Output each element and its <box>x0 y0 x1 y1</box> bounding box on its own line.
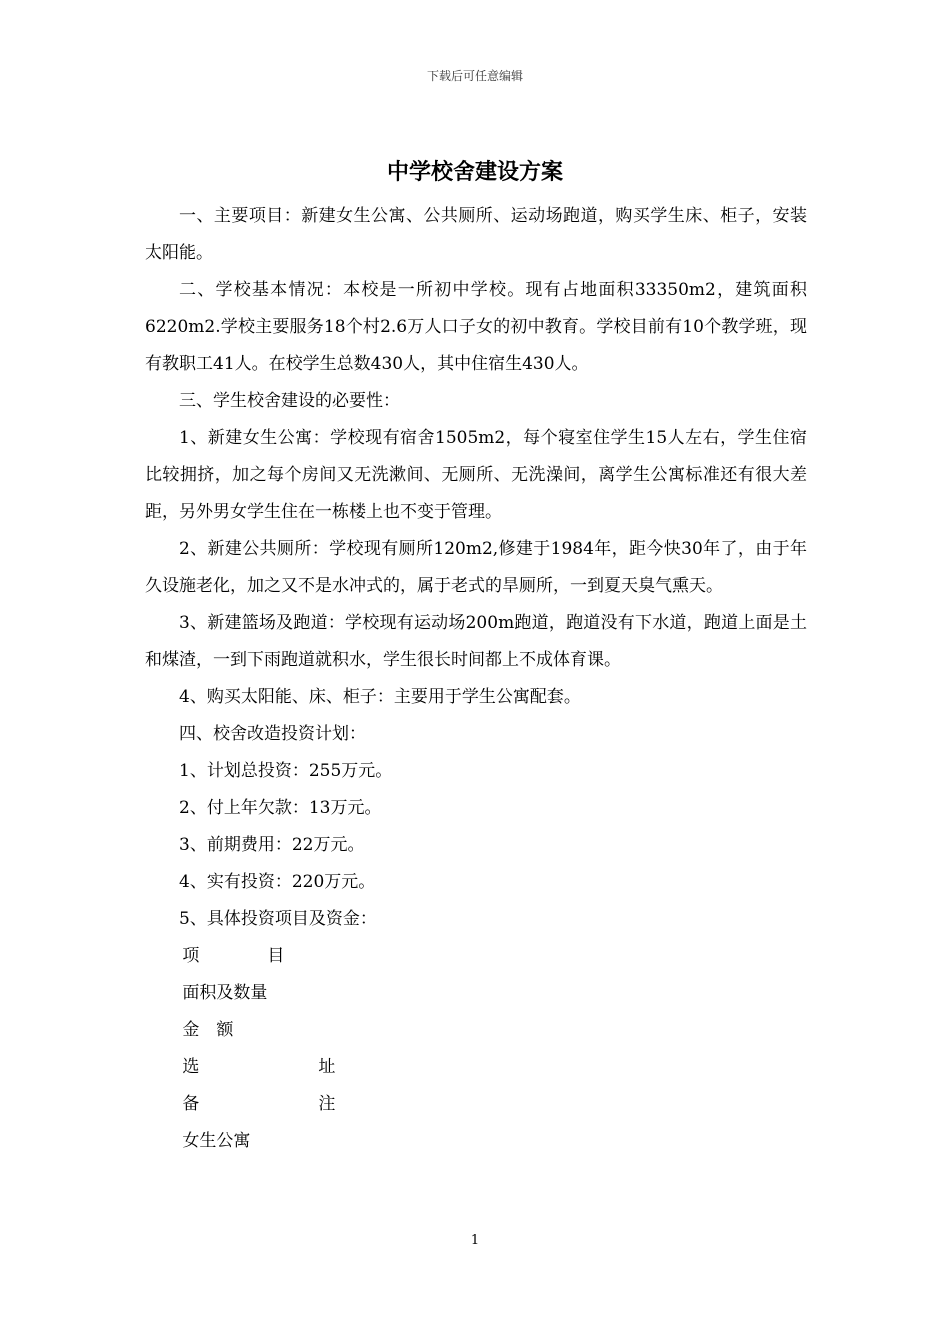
paragraph-total-investment: 1、计划总投资：255万元。 <box>179 761 393 781</box>
paragraph-main-projects: 一、主要项目：新建女生公寓、公共厕所、运动场跑道，购买学生床、柜子，安装太阳能。 <box>145 206 807 263</box>
table-header-site: 选 址 <box>182 1057 336 1077</box>
paragraph-public-toilet: 2、新建公共厕所：学校现有厕所120m2,修建于1984年，距今快30年了，由于年久设施老化，加之又不是水冲式的，属于老式的旱厕所，一到夏天臭气熏天。 <box>145 539 807 596</box>
paragraph-track: 3、新建篮场及跑道：学校现有运动场200m跑道，跑道没有下水道，跑道上面是土和煤渣，一到下雨跑道就积水，学生很长时间都上不成体育课。 <box>145 613 807 670</box>
document-body <box>145 198 807 1160</box>
paragraph-arrears: 2、付上年欠款：13万元。 <box>179 798 382 818</box>
paragraph-purchase: 4、购买太阳能、床、柜子：主要用于学生公寓配套。 <box>179 687 581 707</box>
paragraph-investment-items: 5、具体投资项目及资金： <box>179 909 377 929</box>
page-header: 下载后可任意编辑 <box>426 69 523 83</box>
table-header-area: 面积及数量 <box>182 983 268 1003</box>
paragraph-preliminary-cost: 3、前期费用：22万元。 <box>179 835 365 855</box>
paragraph-necessity-heading: 三、学生校舍建设的必要性： <box>179 391 400 411</box>
table-cell-girls-dorm: 女生公寓 <box>182 1131 251 1151</box>
paragraph-girls-dorm: 1、新建女生公寓：学校现有宿舍1505m2，每个寝室住学生15人左右，学生住宿比较拥挤，加之每个房间又无洗漱间、无厕所、无洗澡间，离学生公寓标准还有很大差距，另外男女学生住在一栋楼上也不变于管理。 <box>145 428 807 522</box>
paragraph-actual-investment: 4、实有投资：220万元。 <box>179 872 376 892</box>
table-header-notes: 备 注 <box>182 1094 336 1114</box>
paragraph-investment-heading: 四、校舍改造投资计划： <box>179 724 366 744</box>
page-number: 1 <box>470 1233 480 1248</box>
document-title: 中学校舍建设方案 <box>386 160 563 185</box>
paragraph-school-info: 二、学校基本情况：本校是一所初中学校。现有占地面积33350m2，建筑面积6220m2.学校主要服务18个村2.6万人口子女的初中教育。学校目前有10个教学班，现有教职工41人。在校学生总数430人，其中住宿生430人。 <box>145 280 807 374</box>
table-header-amount: 金 额 <box>182 1020 234 1040</box>
table-header-item: 项 目 <box>182 946 285 966</box>
